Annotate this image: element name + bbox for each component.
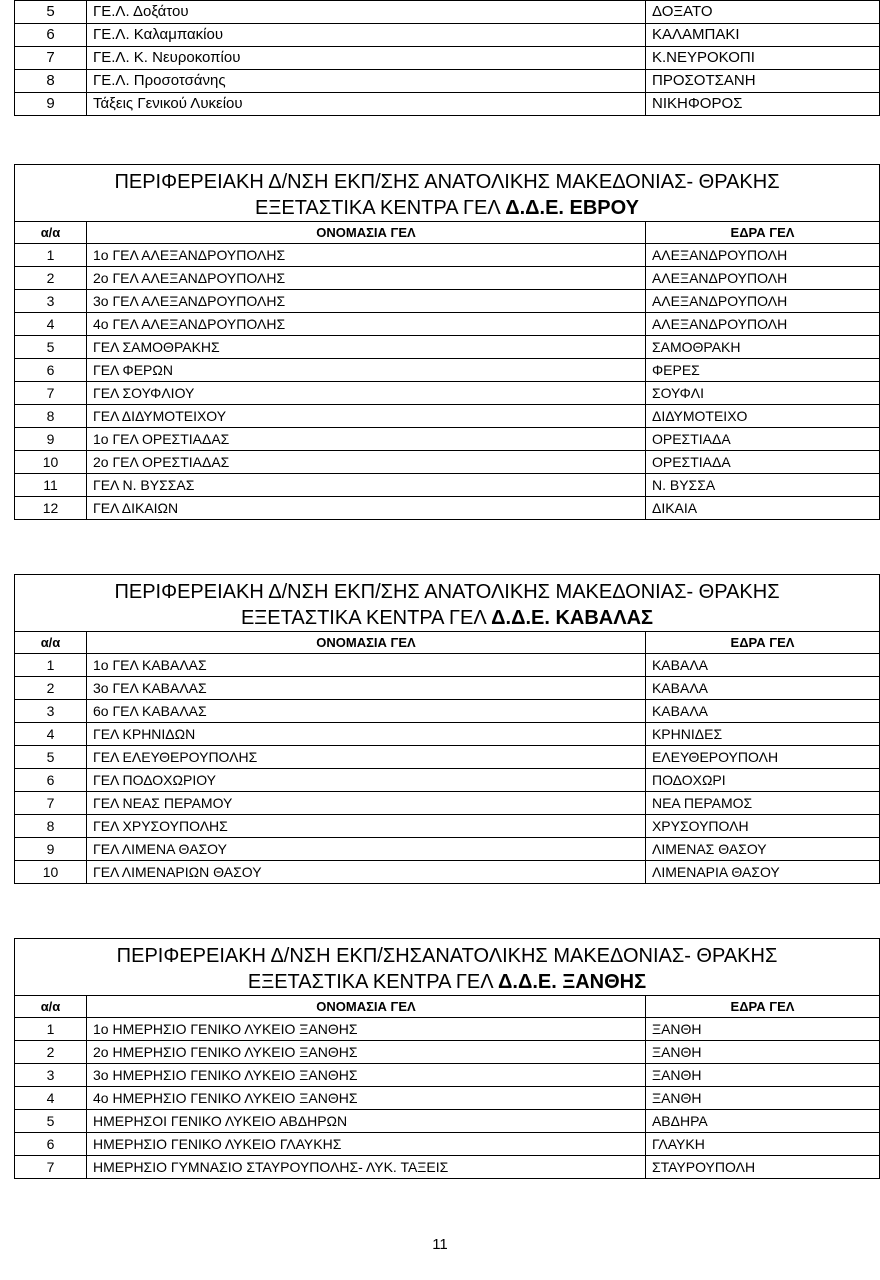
school-seat: ΓΛΑΥΚΗ: [645, 1133, 879, 1156]
school-name: ΓΕΛ ΝΕΑΣ ΠΕΡΑΜΟΥ: [87, 792, 646, 815]
school-seat: ΑΛΕΞΑΝΔΡΟΥΠΟΛΗ: [645, 313, 879, 336]
title-bold: Δ.Δ.Ε. ΚΑΒΑΛΑΣ: [491, 607, 654, 629]
header-aa: α/α: [15, 632, 87, 654]
school-name: ΓΕΛ ΣΟΥΦΛΙΟΥ: [87, 382, 646, 405]
table-row: [15, 792, 880, 815]
school-seat: ΑΛΕΞΑΝΔΡΟΥΠΟΛΗ: [645, 267, 879, 290]
table-row: [15, 815, 880, 838]
table-row: [15, 654, 880, 677]
school-name: 1ο ΗΜΕΡΗΣΙΟ ΓΕΝΙΚΟ ΛΥΚΕΙΟ ΞΑΝΘΗΣ: [87, 1018, 646, 1041]
table-row: [15, 1156, 880, 1179]
table-row: [15, 290, 880, 313]
school-name: ΓΕΛ ΔΙΚΑΙΩΝ: [87, 497, 646, 520]
row-number: 9: [15, 428, 87, 451]
row-number: 4: [15, 313, 87, 336]
row-number: 7: [15, 792, 87, 815]
school-seat: ΑΛΕΞΑΝΔΡΟΥΠΟΛΗ: [645, 290, 879, 313]
school-seat: ΠΟΔΟΧΩΡΙ: [645, 769, 879, 792]
school-seat: ΑΛΕΞΑΝΔΡΟΥΠΟΛΗ: [645, 244, 879, 267]
table-row: [15, 244, 880, 267]
school-seat: ΚΑΒΑΛΑ: [645, 654, 879, 677]
school-seat: ΞΑΝΘΗ: [645, 1018, 879, 1041]
table-row: [15, 1087, 880, 1110]
header-seat: ΕΔΡΑ ΓΕΛ: [645, 996, 879, 1018]
title-bold: Δ.Δ.Ε. ΕΒΡΟΥ: [505, 197, 639, 219]
school-seat: ΣΤΑΥΡΟΥΠΟΛΗ: [645, 1156, 879, 1179]
school-seat: ΝΕΑ ΠΕΡΑΜΟΣ: [645, 792, 879, 815]
table-title: [15, 939, 880, 996]
row-number: 11: [15, 474, 87, 497]
school-name: 4ο ΗΜΕΡΗΣΙΟ ΓΕΝΙΚΟ ΛΥΚΕΙΟ ΞΑΝΘΗΣ: [87, 1087, 646, 1110]
school-name: 1ο ΓΕΛ ΑΛΕΞΑΝΔΡΟΥΠΟΛΗΣ: [87, 244, 646, 267]
table-row: [15, 497, 880, 520]
row-number: 9: [15, 93, 87, 116]
school-seat: ΔΙΔΥΜΟΤΕΙΧΟ: [645, 405, 879, 428]
row-number: 6: [15, 359, 87, 382]
row-number: 8: [15, 70, 87, 93]
row-number: 10: [15, 861, 87, 884]
table-row: [15, 93, 880, 116]
table-row: [15, 1, 880, 24]
school-seat: ΣΑΜΟΘΡΑΚΗ: [645, 336, 879, 359]
school-seat: Κ.ΝΕΥΡΟΚΟΠΙ: [646, 47, 880, 70]
school-seat: ΦΕΡΕΣ: [645, 359, 879, 382]
row-number: 6: [15, 1133, 87, 1156]
school-name: ΓΕΛ ΚΡΗΝΙΔΩΝ: [87, 723, 646, 746]
row-number: 2: [15, 1041, 87, 1064]
table-row: [15, 1064, 880, 1087]
title-line-2: ΕΞΕΤΑΣΤΙΚΑ ΚΕΝΤΡΑ ΓΕΛ: [247, 971, 493, 993]
title-bold: Δ.Δ.Ε. ΞΑΝΘΗΣ: [498, 971, 647, 993]
school-name: ΓΕΛ ΛΙΜΕΝΑ ΘΑΣΟΥ: [87, 838, 646, 861]
header-name: ΟΝΟΜΑΣΙΑ ΓΕΛ: [87, 996, 646, 1018]
school-seat: ΠΡΟΣΟΤΣΑΝΗ: [646, 70, 880, 93]
school-seat: ΟΡΕΣΤΙΑΔΑ: [645, 428, 879, 451]
school-name: ΓΕΛ Ν. ΒΥΣΣΑΣ: [87, 474, 646, 497]
table-row: [15, 267, 880, 290]
table-row: [15, 47, 880, 70]
school-name: ΓΕΛ ΠΟΔΟΧΩΡΙΟΥ: [87, 769, 646, 792]
row-number: 6: [15, 24, 87, 47]
school-name: Τάξεις Γενικού Λυκείου: [87, 93, 646, 116]
table-row: [15, 428, 880, 451]
row-number: 3: [15, 1064, 87, 1087]
header-seat: ΕΔΡΑ ΓΕΛ: [645, 222, 879, 244]
row-number: 8: [15, 815, 87, 838]
school-seat: ΞΑΝΘΗ: [645, 1041, 879, 1064]
school-name: 2ο ΗΜΕΡΗΣΙΟ ΓΕΝΙΚΟ ΛΥΚΕΙΟ ΞΑΝΘΗΣ: [87, 1041, 646, 1064]
table-row: [15, 861, 880, 884]
table-row: [15, 451, 880, 474]
school-seat: ΝΙΚΗΦΟΡΟΣ: [646, 93, 880, 116]
school-seat: ΚΑΒΑΛΑ: [645, 677, 879, 700]
school-name: ΗΜΕΡΗΣΙΟ ΓΕΝΙΚΟ ΛΥΚΕΙΟ ΓΛΑΥΚΗΣ: [87, 1133, 646, 1156]
title-line-1: ΠΕΡΙΦΕΡΕΙΑΚΗ Δ/ΝΣΗ ΕΚΠ/ΣΗΣ ΑΝΑΤΟΛΙΚΗΣ ΜΑΚΕΔΟΝΙΑΣ- ΘΡΑΚΗΣ: [114, 171, 780, 193]
row-number: 2: [15, 267, 87, 290]
row-number: 3: [15, 700, 87, 723]
table-row: [15, 336, 880, 359]
table-row: [15, 1018, 880, 1041]
school-seat: Ν. ΒΥΣΣΑ: [645, 474, 879, 497]
table-row: [15, 700, 880, 723]
header-seat: ΕΔΡΑ ΓΕΛ: [645, 632, 879, 654]
school-seat: ΣΟΥΦΛΙ: [645, 382, 879, 405]
table-row: [15, 746, 880, 769]
table-row: [15, 24, 880, 47]
header-name: ΟΝΟΜΑΣΙΑ ΓΕΛ: [87, 222, 646, 244]
row-number: 7: [15, 47, 87, 70]
school-name: 4ο ΓΕΛ ΑΛΕΞΑΝΔΡΟΥΠΟΛΗΣ: [87, 313, 646, 336]
school-name: ΓΕ.Λ. Προσοτσάνης: [87, 70, 646, 93]
row-number: 5: [15, 1110, 87, 1133]
header-name: ΟΝΟΜΑΣΙΑ ΓΕΛ: [87, 632, 646, 654]
title-line-1: ΠΕΡΙΦΕΡΕΙΑΚΗ Δ/ΝΣΗ ΕΚΠ/ΣΗΣΑΝΑΤΟΛΙΚΗΣ ΜΑΚΕΔΟΝΙΑΣ- ΘΡΑΚΗΣ: [116, 945, 778, 967]
school-name: ΓΕ.Λ. Κ. Νευροκοπίου: [87, 47, 646, 70]
school-name: ΗΜΕΡΗΣΟΙ ΓΕΝΙΚΟ ΛΥΚΕΙΟ ΑΒΔΗΡΩΝ: [87, 1110, 646, 1133]
table-row: [15, 677, 880, 700]
row-number: 2: [15, 677, 87, 700]
continued-table: [14, 0, 880, 116]
school-name: 3ο ΓΕΛ ΚΑΒΑΛΑΣ: [87, 677, 646, 700]
school-name: ΓΕΛ ΛΙΜΕΝΑΡΙΩΝ ΘΑΣΟΥ: [87, 861, 646, 884]
school-name: ΗΜΕΡΗΣΙΟ ΓΥΜΝΑΣΙΟ ΣΤΑΥΡΟΥΠΟΛΗΣ- ΛΥΚ. ΤΑΞΕΙΣ: [87, 1156, 646, 1179]
row-number: 8: [15, 405, 87, 428]
table-row: [15, 382, 880, 405]
school-name: 2ο ΓΕΛ ΑΛΕΞΑΝΔΡΟΥΠΟΛΗΣ: [87, 267, 646, 290]
school-name: 3ο ΓΕΛ ΑΛΕΞΑΝΔΡΟΥΠΟΛΗΣ: [87, 290, 646, 313]
header-aa: α/α: [15, 996, 87, 1018]
school-name: ΓΕΛ ΦΕΡΩΝ: [87, 359, 646, 382]
header-aa: α/α: [15, 222, 87, 244]
table-row: [15, 838, 880, 861]
row-number: 12: [15, 497, 87, 520]
table-row: [15, 1110, 880, 1133]
row-number: 5: [15, 336, 87, 359]
row-number: 10: [15, 451, 87, 474]
kavala-table: [14, 574, 880, 884]
table-row: [15, 359, 880, 382]
title-line-2: ΕΞΕΤΑΣΤΙΚΑ ΚΕΝΤΡΑ ΓΕΛ: [255, 197, 500, 219]
table-row: [15, 769, 880, 792]
school-seat: ΚΡΗΝΙΔΕΣ: [645, 723, 879, 746]
school-name: ΓΕ.Λ. Καλαμπακίου: [87, 24, 646, 47]
school-seat: ΑΒΔΗΡΑ: [645, 1110, 879, 1133]
school-seat: ΞΑΝΘΗ: [645, 1064, 879, 1087]
evros-table: [14, 164, 880, 520]
table-row: [15, 1133, 880, 1156]
school-name: 1ο ΓΕΛ ΚΑΒΑΛΑΣ: [87, 654, 646, 677]
school-name: ΓΕΛ ΣΑΜΟΘΡΑΚΗΣ: [87, 336, 646, 359]
row-number: 5: [15, 746, 87, 769]
table-row: [15, 474, 880, 497]
school-seat: ΞΑΝΘΗ: [645, 1087, 879, 1110]
row-number: 5: [15, 1, 87, 24]
xanthi-table: [14, 938, 880, 1179]
table-row: [15, 405, 880, 428]
table-row: [15, 1041, 880, 1064]
row-number: 1: [15, 1018, 87, 1041]
school-name: 2ο ΓΕΛ ΟΡΕΣΤΙΑΔΑΣ: [87, 451, 646, 474]
school-name: 3ο ΗΜΕΡΗΣΙΟ ΓΕΝΙΚΟ ΛΥΚΕΙΟ ΞΑΝΘΗΣ: [87, 1064, 646, 1087]
table-row: [15, 70, 880, 93]
school-name: ΓΕΛ ΔΙΔΥΜΟΤΕΙΧΟΥ: [87, 405, 646, 428]
school-name: 1ο ΓΕΛ ΟΡΕΣΤΙΑΔΑΣ: [87, 428, 646, 451]
school-seat: ΛΙΜΕΝΑΣ ΘΑΣΟΥ: [645, 838, 879, 861]
school-name: 6ο ΓΕΛ ΚΑΒΑΛΑΣ: [87, 700, 646, 723]
title-line-2: ΕΞΕΤΑΣΤΙΚΑ ΚΕΝΤΡΑ ΓΕΛ: [240, 607, 486, 629]
table-title: [15, 165, 880, 222]
row-number: 1: [15, 244, 87, 267]
school-seat: ΟΡΕΣΤΙΑΔΑ: [645, 451, 879, 474]
school-name: ΓΕ.Λ. Δοξάτου: [87, 1, 646, 24]
school-seat: ΧΡΥΣΟΥΠΟΛΗ: [645, 815, 879, 838]
row-number: 1: [15, 654, 87, 677]
row-number: 9: [15, 838, 87, 861]
row-number: 4: [15, 723, 87, 746]
table-row: [15, 723, 880, 746]
row-number: 3: [15, 290, 87, 313]
table-row: [15, 313, 880, 336]
row-number: 7: [15, 1156, 87, 1179]
school-name: ΓΕΛ ΧΡΥΣΟΥΠΟΛΗΣ: [87, 815, 646, 838]
school-seat: ΚΑΛΑΜΠΑΚΙ: [646, 24, 880, 47]
school-seat: ΔΙΚΑΙΑ: [645, 497, 879, 520]
school-seat: ΚΑΒΑΛΑ: [645, 700, 879, 723]
school-seat: ΔΟΞΑΤΟ: [646, 1, 880, 24]
row-number: 7: [15, 382, 87, 405]
row-number: 6: [15, 769, 87, 792]
school-seat: ΛΙΜΕΝΑΡΙΑ ΘΑΣΟΥ: [645, 861, 879, 884]
table-title: [15, 575, 880, 632]
row-number: 4: [15, 1087, 87, 1110]
page-number: 11: [432, 1236, 448, 1253]
title-line-1: ΠΕΡΙΦΕΡΕΙΑΚΗ Δ/ΝΣΗ ΕΚΠ/ΣΗΣ ΑΝΑΤΟΛΙΚΗΣ ΜΑΚΕΔΟΝΙΑΣ- ΘΡΑΚΗΣ: [114, 581, 780, 603]
school-name: ΓΕΛ ΕΛΕΥΘΕΡΟΥΠΟΛΗΣ: [87, 746, 646, 769]
school-seat: ΕΛΕΥΘΕΡΟΥΠΟΛΗ: [645, 746, 879, 769]
